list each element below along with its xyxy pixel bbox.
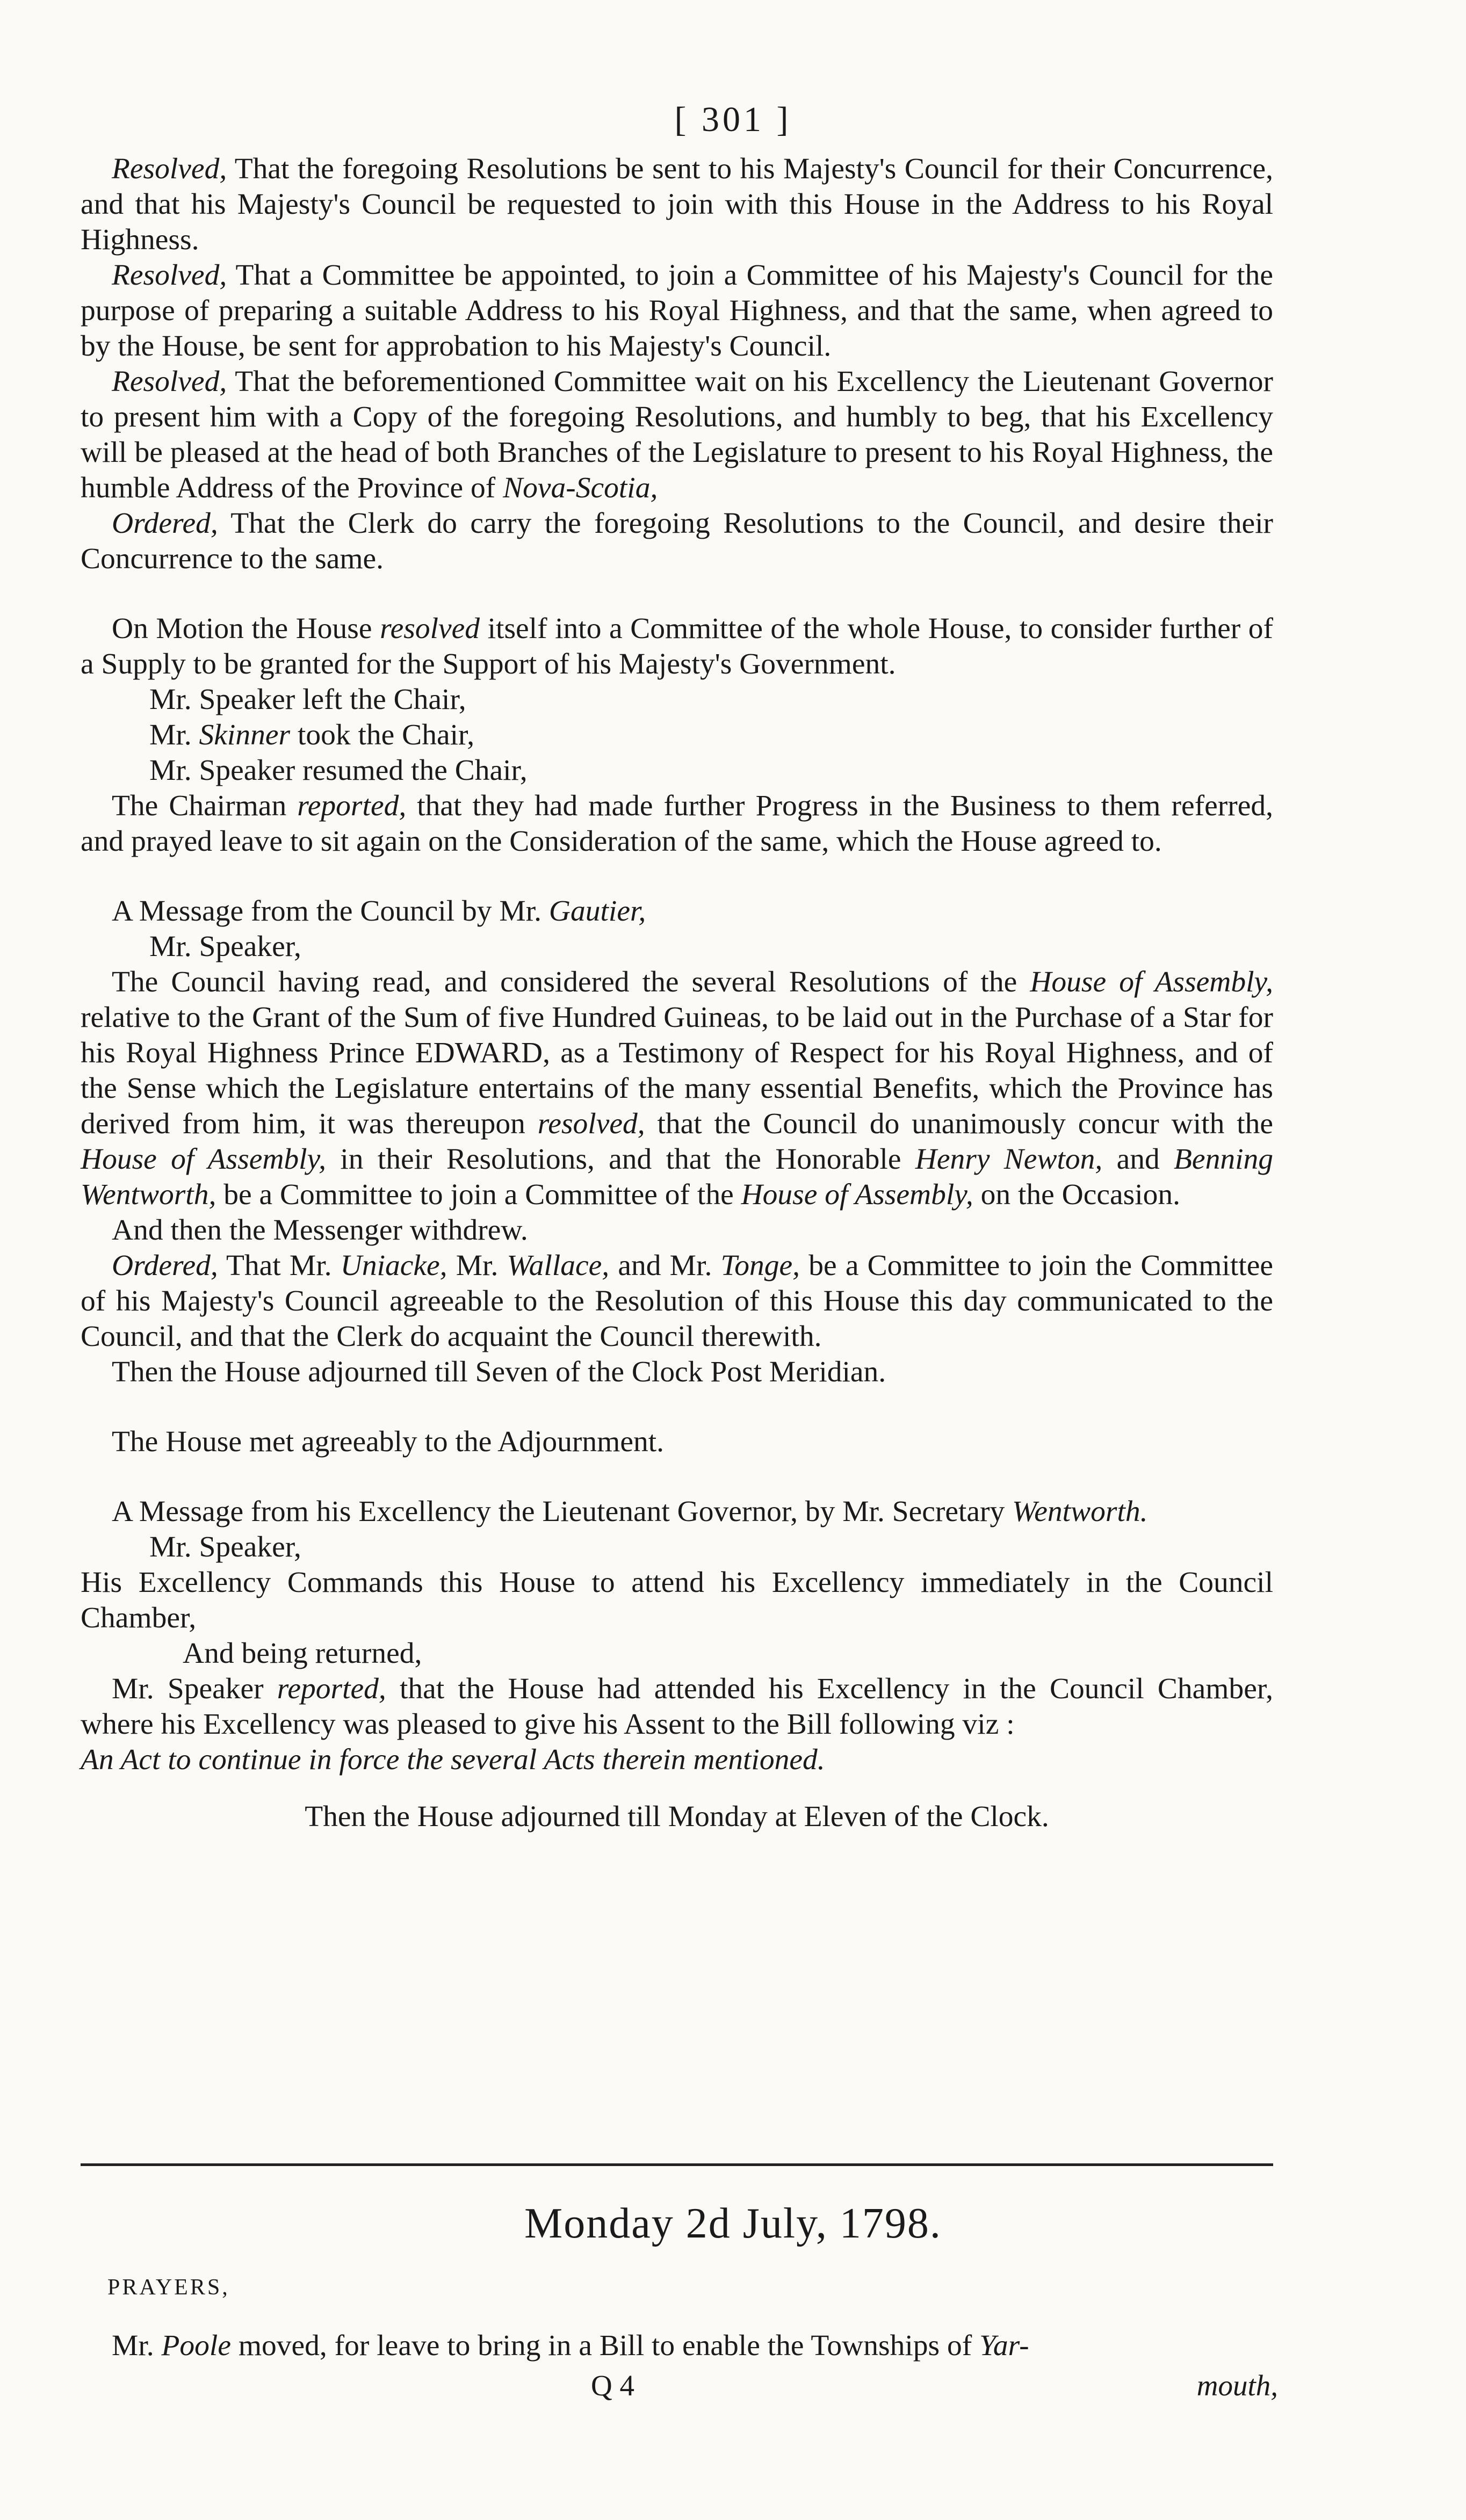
governor-message-intro [81,1494,1273,1530]
signature-mark: Q 4 [591,2369,634,2402]
council-message-salutation: Mr. Speaker, [149,930,301,963]
message-text: The Council having read, and considered the several Resolutions of the [112,966,1030,998]
page-number: [ 301 ] [674,100,792,139]
order-lead: Ordered, [112,507,218,540]
order-text: be a Committee to join the Committee of his Majesty's Council agreeable to the Resolution of this House this day communicated to the Council, and that the Clerk do acquaint the Council therewith. [81,1249,1273,1353]
order-text: That the Clerk do carry the foregoing Resolutions to the Council, and desire their Concurrence to the same. [81,507,1273,575]
council-message-body [81,965,1273,1213]
resolution-paragraph [81,364,1273,506]
governor-message-salutation: Mr. Speaker, [149,1531,301,1563]
message-text: and [1102,1143,1174,1176]
report-reported: reported, [277,1672,386,1705]
committee-order [81,1248,1273,1355]
message-resolved: resolved, [537,1107,645,1140]
date-heading: Monday 2d July, 1798. [524,2200,942,2247]
speaker-resumed-line: Mr. Speaker resumed the Chair, [149,754,528,787]
speaker-left-line: Mr. Speaker left the Chair, [149,683,466,716]
township-name: Yar- [979,2329,1029,2362]
order-text: Mr. [447,1249,507,1282]
message-text: relative to the Grant of the Sum of five Hundred Guineas, to be laid out in the Purchase of a Star for his Royal Highness Prince EDWARD, as a Testimony of Respect for his Royal Highness, and of the Sense which the Legislature entertains of the many essential Benefits, which the Province has derived from him, it was thereupon [81,1001,1273,1140]
council-message-intro [81,894,1273,929]
motion-text: On Motion the House [112,612,380,645]
report-text: that they had made further Progress in the Business to them referred, and prayed leave to sit again on the Consideration of the same, which the House agreed to. [81,790,1273,858]
committee-member-name: Benning Wentworth, [81,1143,1273,1211]
chairman-report [81,788,1273,859]
chairman-name: Skinner [199,719,291,751]
prayers-label: PRAYERS, [107,2275,230,2300]
resolution-lead: Resolved, [112,153,227,185]
chair-taken-line [81,718,1273,753]
message-text: on the Occasion. [973,1178,1181,1211]
house-met-line: The House met agreeably to the Adjournment. [112,1425,664,1458]
committee-motion [81,611,1273,682]
motion-text: moved, for leave to bring in a Bill to enable the Townships of [231,2329,980,2362]
member-name: Tonge, [720,1249,800,1282]
mover-name: Poole [161,2329,231,2362]
resolution-lead: Resolved, [112,259,227,292]
report-text: that the House had attended his Excellency in the Council Chamber, where his Excellency was pleased to give his Assent to the Bill following viz : [81,1672,1273,1741]
resolution-text: That a Committee be appointed, to join a Committee of his Majesty's Council for the purpose of preparing a suitable Address to his Royal Highness, and that the same, when agreed to by the House, be sent for approbation to his Majesty's Council. [81,259,1273,363]
adjournment-line: Then the House adjourned till Seven of the Clock Post Meridian. [112,1356,886,1388]
house-of-assembly: House of Assembly, [81,1143,327,1176]
member-name: Uniacke, [340,1249,447,1282]
being-returned-line: And being returned, [183,1637,422,1670]
motion-text: Mr. [112,2329,162,2362]
member-name: Wallace, [507,1249,610,1282]
messenger-withdrew: And then the Messenger withdrew. [112,1214,528,1247]
section-divider [81,2163,1273,2166]
resolution-text: That the beforementioned Committee wait on his Excellency the Lieutenant Governor to present him with a Copy of the foregoing Resolutions, and humbly to beg, that his Excellency will be pleased at the head of both Branches of the Legislature to present to his Royal Highness, the humble Address of the Province of [81,365,1273,504]
order-paragraph [81,506,1273,577]
governor-commands: His Excellency Commands this House to attend his Excellency immediately in the Council Chamber, [81,1566,1273,1634]
chair-text: Mr. [149,719,199,751]
order-text: That Mr. [218,1249,341,1282]
house-of-assembly: House of Assembly, [1030,966,1273,998]
report-text: The Chairman [112,790,298,822]
final-adjournment: Then the House adjourned till Monday at Eleven of the Clock. [305,1800,1049,1833]
resolution-lead: Resolved, [112,365,227,398]
order-lead: Ordered, [112,1249,218,1282]
secretary-name: Wentworth. [1012,1495,1148,1528]
messenger-name: Gautier, [548,895,646,928]
committee-member-name: Henry Newton, [915,1143,1103,1176]
house-of-assembly: House of Assembly, [741,1178,973,1211]
act-title: An Act to continue in force the several Acts therein mentioned. [81,1743,825,1776]
resolution-paragraph [81,151,1273,258]
chair-text: took the Chair, [290,719,475,751]
motion-text: itself into a Committee of the whole House, to consider further of a Supply to be granted for the Support of his Majesty's Government. [81,612,1274,680]
page-body [81,151,1273,1865]
message-intro-text: A Message from the Council by Mr. [112,895,549,928]
report-reported: reported, [297,790,407,822]
message-intro-text: A Message from his Excellency the Lieutenant Governor, by Mr. Secretary [112,1495,1013,1528]
motion-resolved: resolved [380,612,480,645]
message-text: be a Committee to join a Committee of the [216,1178,741,1211]
message-text: in their Resolutions, and that the Honorable [326,1143,915,1176]
province-name: Nova-Scotia, [503,472,658,504]
report-text: Mr. Speaker [112,1672,277,1705]
message-text: that the Council do unanimously concur with the [645,1107,1273,1140]
motion-line [81,2328,1273,2364]
order-text: and Mr. [609,1249,721,1282]
resolution-paragraph [81,258,1273,364]
catchword: mouth, [1196,2369,1278,2402]
resolution-text: That the foregoing Resolutions be sent to his Majesty's Council for their Concurrence, and that his Majesty's Council be requested to join with this House in the Address to his Royal Highness. [81,153,1273,256]
speaker-report [81,1671,1273,1742]
